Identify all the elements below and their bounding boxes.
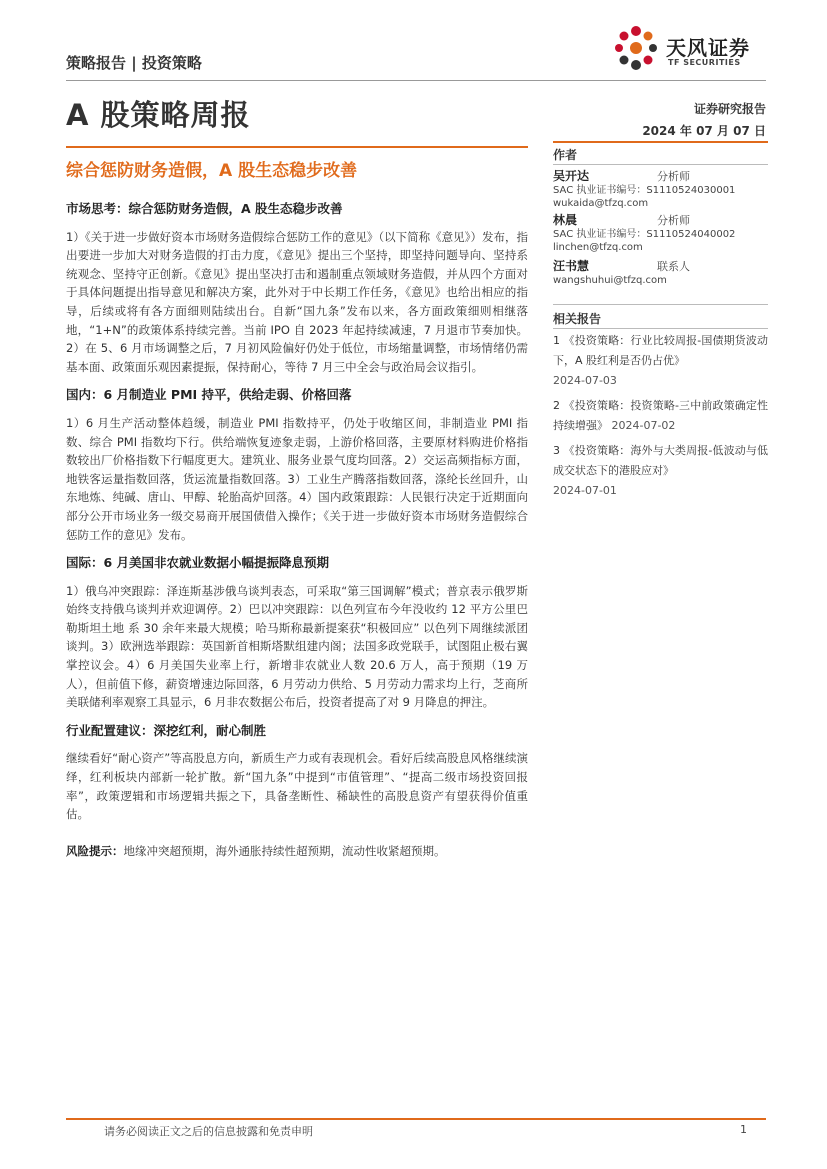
related-top-divider [553,304,768,305]
risk-label: 风险提示： [66,843,124,858]
logo-text-en: TF SECURITIES [668,58,741,67]
authors-divider [553,164,768,165]
header-divider [66,80,766,81]
report-type: 证券研究报告 [693,102,766,116]
company-logo [610,22,770,74]
related-report-date: 2024-07-03 [553,374,617,387]
sidebar-top-divider [553,141,768,143]
author-cert: SAC 执业证书编号：S1110524030001 [553,185,736,196]
author-name: 林晨 [553,213,578,227]
section-allocation [66,722,528,824]
title-divider [66,146,528,148]
related-divider [553,328,768,329]
related-report-item[interactable] [553,441,768,501]
section-body: 继续看好“耐心资产”等高股息方向，新质生产力或有表现机会。看好后续高股息风格继续演绎，红利板块内部新一轮扩散。新“国九条”中提到“市值管理”、“提高二级市场投资回报率”，政策逻辑和市场逻辑共振之下，具备垄断性、稀缺性的高股息资产有望获得价值重估。 [66,751,528,822]
author-card [553,214,768,254]
author-name: 汪书慧 [553,259,590,273]
author-email[interactable]: linchen@tfzq.com [553,242,643,253]
section-market-thinking [66,200,528,376]
related-report-item[interactable] [553,396,768,436]
main-content [66,200,528,860]
author-role: 联系人 [657,260,690,273]
authors-heading: 作者 [553,148,578,162]
logo-text-cn: 天风证券 [666,36,750,60]
author-name: 吴开达 [553,169,590,183]
section-heading: 市场思考：综合惩防财务造假，A 股生态稳步改善 [66,201,343,216]
section-heading: 行业配置建议：深挖红利，耐心制胜 [66,722,267,738]
related-report-date: 2024-07-02 [611,419,676,432]
author-email[interactable]: wangshuhui@tfzq.com [553,275,667,286]
section-heading: 国际：6 月美国非农就业数据小幅提振降息预期 [66,555,330,571]
subtitle: 综合惩防财务造假，A 股生态稳步改善 [66,161,358,181]
section-body: 1）《关于进一步做好资本市场财务造假综合惩防工作的意见》（以下简称《意见》）发布，指出要进一步加大对财务造假的打击力度，《意见》提出三个坚持，即坚持问题导向、坚持系统观念、坚持守正创新。《意见》提出坚决打击和遏制重点领域财务造假，并从四个方面对于具体问题提出指导意见和解决方案，此外对于中长期工作任务，《意见》也给出相应的指导，后续或将有各方面细则陆续出台。自新“国九条”发布以来，各方面政策细则相继落地，“1+N”的政策体系持续完善。当前 IPO 自 2023 年起持续减速，7 月退市节奏加快。2）在 5、6 月市场调整之后，7 月初风险偏好仍处于低位，市场缩量调整，市场情绪仍需基本面、政策面乐观因素提振，保持耐心，等待 7 月三中全会与政治局会议指引。 [66,229,528,374]
report-date: 2024 年 07 月 07 日 [642,124,766,138]
author-role: 分析师 [657,214,690,227]
related-report-title[interactable]: 2 《投资策略：投资策略-三中前政策确定性持续增强》 [553,399,768,432]
section-heading: 国内：6 月制造业 PMI 持平，供给走弱、价格回落 [66,387,352,403]
footer-divider [66,1118,766,1120]
author-card [553,170,768,210]
page-number: 1 [740,1123,747,1136]
risk-text: 地缘冲突超预期，海外通胀持续性超预期，流动性收紧超预期。 [123,843,446,858]
section-domestic [66,386,528,544]
section-international [66,554,528,712]
related-report-item[interactable] [553,331,768,391]
related-report-title[interactable]: 3 《投资策略：海外与大类周报-低波动与低成交状态下的港股应对》 [553,444,768,477]
related-report-title[interactable]: 1 《投资策略：行业比较周报-国债期货波动下，A 股红利是否仍占优》 [553,334,768,367]
author-card [553,260,768,287]
related-heading: 相关报告 [553,312,602,326]
section-body: 1）俄乌冲突跟踪：泽连斯基涉俄乌谈判表态，可采取“第三国调解”模式；普京表示俄罗斯始终支持俄乌谈判并欢迎调停。2）巴以冲突跟踪：以色列宣布今年没收约 12 平方公里巴勒斯坦土地 系 30 余年来最大规模；哈马斯称最新提案获“积极回应” 以色列下周继续派团谈判。3）欧洲选举跟踪：英国新首相斯塔默组建内阁；法国多政党联手，试图阻止极右翼掌控议会。4）6 月美国失业率上行，新增非农就业人数 20.6 万人，高于预期（19 万人），但前值下修，薪资增速边际回落，6 月劳动力供给、5 月劳动力需求均上行，芝商所美联储利率观察工具显示，6 月非农数据公布后，投资者提高了对 9 月降息的押注。 [66,583,528,710]
related-report-date: 2024-07-01 [553,484,617,497]
author-role: 分析师 [657,170,690,183]
author-email[interactable]: wukaida@tfzq.com [553,198,649,209]
risk-warning [66,842,528,861]
report-category: 策略报告 | 投资策略 [66,54,202,72]
logo-mark-icon [610,22,662,74]
footer-disclaimer: 请务必阅读正文之后的信息披露和免责申明 [104,1125,313,1138]
page-title: A 股策略周报 [66,98,251,132]
related-reports [553,331,768,506]
section-body: 1）6 月生产活动整体趋缓，制造业 PMI 指数持平，仍处于收缩区间，非制造业 PMI 指数、综合 PMI 指数均下行。供给端恢复迹象走弱，上游价格回落，主要原材料购进价格指数较出厂价格指数下行幅度更大。建筑业、服务业景气度均回落。2）交运高频指标方面，地铁客运量指数回落，货运流量指数回落。3）工业生产腾落指数回落，涤纶长丝回升，山东地炼、纯碱、唐山、甲醇、轮胎高炉回落。4）国内政策跟踪：人民银行决定于近期面向部分公开市场业务一级交易商开展国债借入操作；《关于进一步做好资本市场财务造假综合惩防工作的意见》发布。 [66,415,528,542]
author-cert: SAC 执业证书编号：S1110524040002 [553,229,736,240]
